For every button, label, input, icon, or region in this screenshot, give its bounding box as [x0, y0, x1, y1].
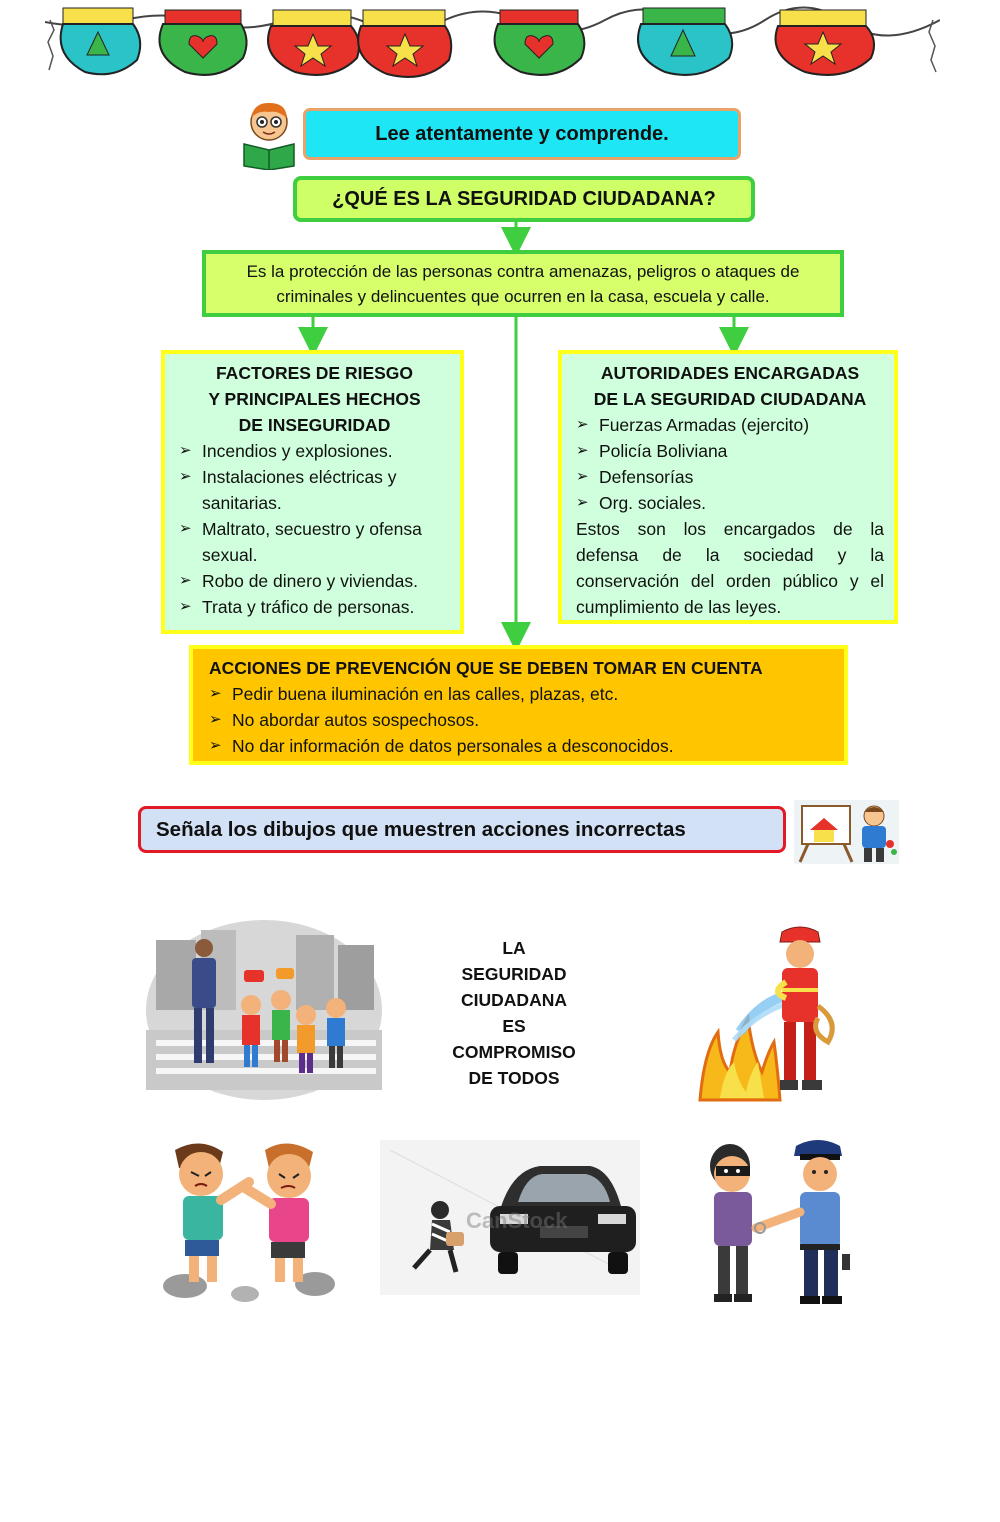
title-box — [303, 108, 741, 160]
risk-heading-line-3: DE INSEGURIDAD — [238, 415, 391, 435]
list-item: ➢ No abordar autos sospechosos. — [209, 707, 834, 733]
risk-heading-line-1: FACTORES DE RIESGO — [215, 363, 414, 383]
firefighter-illustration — [690, 922, 850, 1102]
list-item: ➢ Instalaciones eléctricas y sanitarias. — [179, 464, 450, 516]
list-item: ➢ Incendios y explosiones. — [179, 438, 450, 464]
risk-heading-line-2: Y PRINCIPALES HECHOS — [208, 389, 421, 409]
list-item: ➢ No dar información de datos personales a desconocidos. — [209, 733, 834, 759]
page-title: Lee atentamente y comprende. — [375, 122, 669, 145]
thief-car-illustration — [380, 1140, 640, 1295]
definition-text: Es la protección de las personas contra amenazas, peligros o ataques de criminales y delincuentes que ocurren en la casa, escuela y calle. — [246, 261, 800, 306]
list-item: ➢ Pedir buena iluminación en las calles, plazas, etc. — [209, 681, 834, 707]
mitten-star-icon — [358, 10, 451, 77]
slogan-line: DE TODOS — [468, 1068, 560, 1088]
boys-fighting-illustration — [155, 1138, 337, 1303]
mitten-garland-decoration — [45, 0, 940, 85]
reading-boy-icon — [240, 98, 298, 170]
prevention-heading: ACCIONES DE PREVENCIÓN QUE SE DEBEN TOMAR EN CUENTA — [209, 658, 763, 678]
definition-box — [202, 250, 844, 317]
police-arrest-illustration — [700, 1132, 865, 1308]
slogan — [430, 935, 598, 1095]
slogan-line: COMPROMISO — [452, 1042, 576, 1062]
authorities-heading-line-2: DE LA SEGURIDAD CIUDADANA — [593, 389, 867, 409]
prevention-list — [209, 681, 834, 759]
mitten-tree-icon — [61, 8, 141, 74]
list-item: ➢ Trata y tráfico de personas. — [179, 594, 450, 620]
mitten-star-icon — [776, 10, 875, 75]
mitten-tree-icon — [638, 8, 732, 75]
watermark-text: CanStock — [466, 1208, 568, 1233]
authorities-note: Estos son los encargados de la defensa de la sociedad y la conservación del orden público y el cumplimiento de las leyes. — [576, 519, 884, 617]
list-item: ➢ Defensorías — [576, 464, 884, 490]
main-question: ¿QUÉ ES LA SEGURIDAD CIUDADANA? — [332, 187, 716, 210]
prevention-box — [189, 645, 848, 765]
authorities-list — [576, 412, 884, 516]
list-item: ➢ Org. sociales. — [576, 490, 884, 516]
slogan-line: SEGURIDAD — [461, 964, 567, 984]
list-item: ➢ Policía Boliviana — [576, 438, 884, 464]
slogan-line: CIUDADANA — [461, 990, 567, 1010]
risk-list — [179, 438, 450, 620]
question-box — [293, 176, 755, 222]
mitten-star-icon — [268, 10, 359, 75]
authorities-heading-line-1: AUTORIDADES ENCARGADAS — [600, 363, 860, 383]
mitten-heart-icon — [159, 10, 246, 75]
slogan-line: ES — [502, 1016, 526, 1036]
police-crossing-children-illustration — [146, 920, 382, 1100]
risk-factors-box — [161, 350, 464, 634]
task-instruction-box — [138, 806, 786, 853]
mitten-heart-icon — [495, 10, 585, 75]
authorities-box — [558, 350, 898, 624]
task-instruction: Señala los dibujos que muestren acciones incorrectas — [156, 817, 686, 841]
slogan-line: LA — [502, 938, 526, 958]
list-item: ➢ Maltrato, secuestro y ofensa sexual. — [179, 516, 450, 568]
child-painting-icon — [794, 800, 899, 864]
list-item: ➢ Robo de dinero y viviendas. — [179, 568, 450, 594]
list-item: ➢ Fuerzas Armadas (ejercito) — [576, 412, 884, 438]
